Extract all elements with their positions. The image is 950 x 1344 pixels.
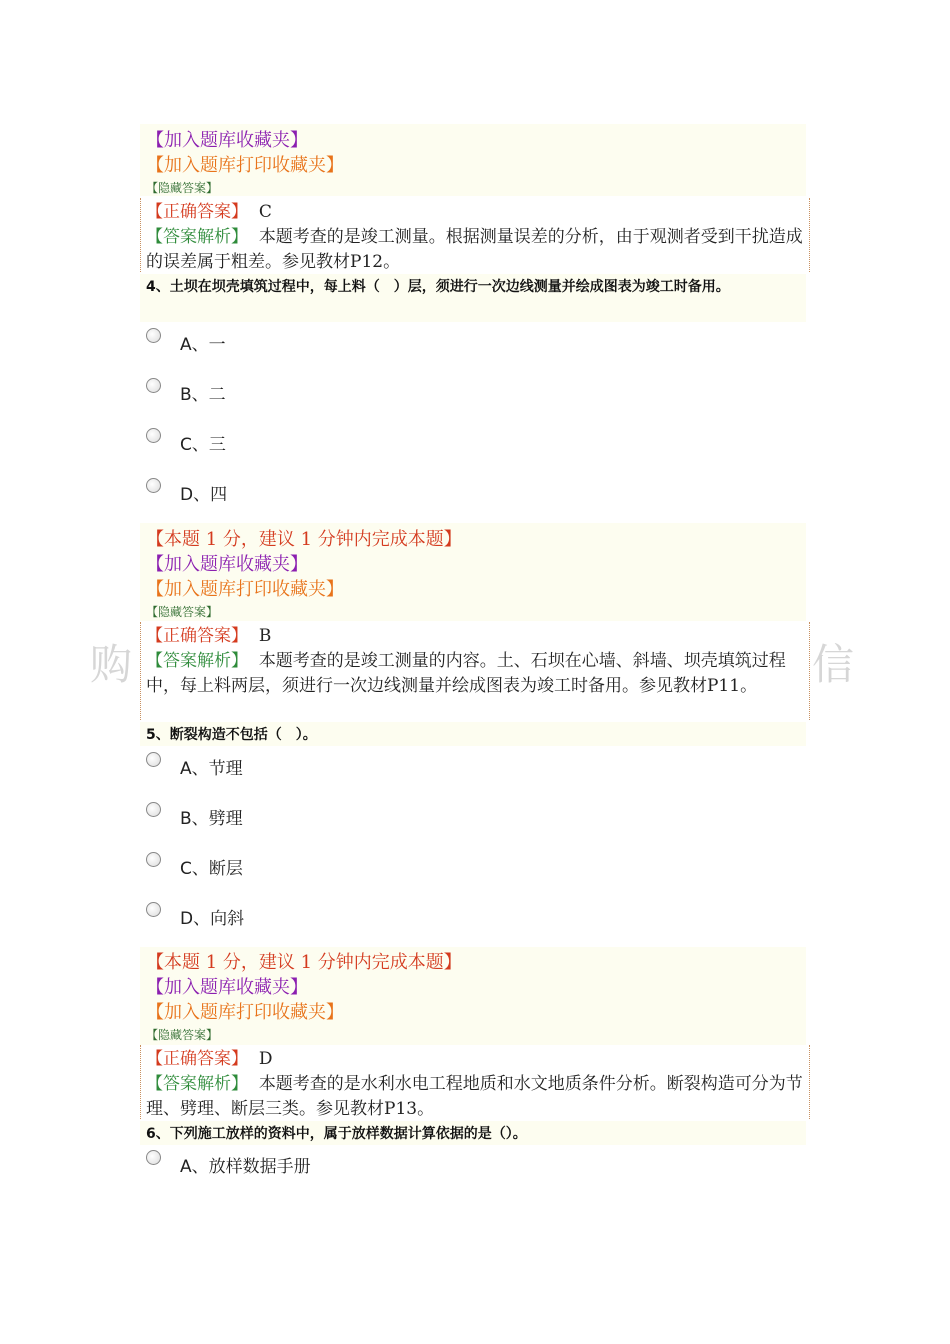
- radio-button[interactable]: [146, 1150, 161, 1165]
- option-text: 向斜: [210, 909, 245, 929]
- correct-answer-label: 【正确答案】: [146, 202, 248, 222]
- watermark-right: 信: [812, 640, 855, 689]
- correct-answer-label: 【正确答案】: [146, 626, 248, 646]
- correct-answer-value: B: [258, 626, 272, 646]
- option-b[interactable]: [146, 804, 243, 829]
- option-letter: A、: [180, 759, 209, 779]
- option-text: 三: [208, 435, 226, 455]
- option-d[interactable]: [146, 904, 244, 929]
- option-letter: D、: [180, 909, 211, 929]
- analysis-text: 本题考查的是竣工测量的内容。土、石坝在心墙、斜墙、坝壳填筑过程中，每上料两层，须进行一次边线测量并绘成图表为竣工时备用。参见教材P11。: [146, 651, 786, 696]
- option-text: 劈理: [208, 809, 243, 829]
- question-text: 5、断裂构造不包括（ ）。: [146, 727, 317, 743]
- add-favorite-link[interactable]: 【加入题库收藏夹】: [146, 554, 308, 575]
- score-note: 【本题 1 分，建议 1 分钟内完成本题】: [146, 529, 462, 550]
- correct-answer-value: D: [258, 1049, 273, 1069]
- option-letter: B、: [180, 809, 209, 829]
- analysis-label: 【答案解析】: [146, 1074, 248, 1094]
- watermark-left: 购: [90, 640, 133, 689]
- score-note: 【本题 1 分，建议 1 分钟内完成本题】: [146, 952, 462, 973]
- analysis-text: 本题考查的是水利水电工程地质和水文地质条件分析。断裂构造可分为节理、劈理、断层三类。参见教材P13。: [146, 1074, 803, 1119]
- option-text: 四: [210, 485, 228, 505]
- analysis-label: 【答案解析】: [146, 227, 248, 247]
- option-c[interactable]: [146, 854, 243, 879]
- answer-content: [146, 624, 806, 699]
- option-letter: C、: [180, 435, 209, 455]
- option-b[interactable]: [146, 380, 226, 405]
- option-letter: B、: [180, 385, 209, 405]
- option-letter: D、: [180, 485, 211, 505]
- question-text: 4、土坝在坝壳填筑过程中，每上料（ ）层，须进行一次边线测量并绘成图表为竣工时备用。: [146, 279, 730, 295]
- option-a[interactable]: [146, 330, 226, 355]
- radio-button[interactable]: [146, 902, 161, 917]
- analysis-text: 本题考查的是竣工测量。根据测量误差的分析，由于观测者受到干扰造成的误差属于粗差。参见教材P12。: [146, 227, 803, 272]
- correct-answer-label: 【正确答案】: [146, 1049, 248, 1069]
- option-a[interactable]: [146, 754, 243, 779]
- option-a[interactable]: [146, 1152, 311, 1177]
- option-text: 二: [208, 385, 226, 405]
- analysis-label: 【答案解析】: [146, 651, 248, 671]
- radio-button[interactable]: [146, 428, 161, 443]
- add-print-favorite-link[interactable]: 【加入题库打印收藏夹】: [146, 1002, 344, 1023]
- hide-answer-link[interactable]: 【隐藏答案】: [146, 181, 219, 195]
- add-favorite-link[interactable]: 【加入题库收藏夹】: [146, 977, 308, 998]
- option-text: 节理: [208, 759, 243, 779]
- radio-button[interactable]: [146, 328, 161, 343]
- answer-content: [146, 1047, 806, 1122]
- correct-answer-value: C: [258, 202, 272, 222]
- option-c[interactable]: [146, 430, 226, 455]
- option-text: 一: [208, 335, 226, 355]
- option-d[interactable]: [146, 480, 227, 505]
- radio-button[interactable]: [146, 852, 161, 867]
- option-letter: A、: [180, 1157, 209, 1177]
- hide-answer-link[interactable]: 【隐藏答案】: [146, 1028, 219, 1042]
- add-favorite-link[interactable]: 【加入题库收藏夹】: [146, 130, 308, 151]
- radio-button[interactable]: [146, 378, 161, 393]
- question-text: 6、下列施工放样的资料中，属于放样数据计算依据的是（）。: [146, 1126, 527, 1142]
- radio-button[interactable]: [146, 478, 161, 493]
- add-print-favorite-link[interactable]: 【加入题库打印收藏夹】: [146, 579, 344, 600]
- radio-button[interactable]: [146, 752, 161, 767]
- option-letter: A、: [180, 335, 209, 355]
- option-letter: C、: [180, 859, 209, 879]
- hide-answer-link[interactable]: 【隐藏答案】: [146, 605, 219, 619]
- answer-content: [146, 200, 806, 275]
- option-text: 断层: [208, 859, 243, 879]
- add-print-favorite-link[interactable]: 【加入题库打印收藏夹】: [146, 155, 344, 176]
- option-text: 放样数据手册: [208, 1157, 311, 1177]
- radio-button[interactable]: [146, 802, 161, 817]
